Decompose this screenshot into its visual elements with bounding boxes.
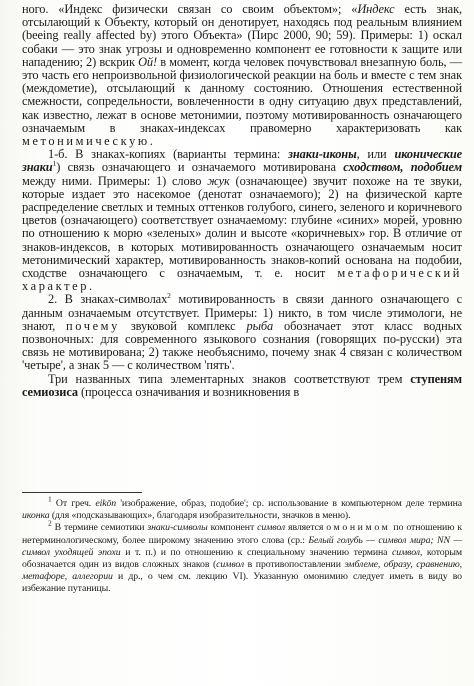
text-run: есть знак, отсылающий к Объекту, который он денотирует, находясь под реальным влиянием (beeing really affected by) этого Объекта» (Пирс 2000, 90; 59). Примеры: 1) оскал собаки — это знак угрозы и одновременно компонент ее готовности к защите или нападению; 2) вскрик: [22, 2, 462, 69]
text-run: обозначает этот класс водных позвоночных: для современного языкового сознания (говорящих по-русски) эта связь не мотивирована; 2) также необъяснимо, почему знак 4 связан с количеством 'четыре', а знак 5 — с количеством 'пять'.: [22, 318, 462, 373]
text-run: жук: [207, 173, 230, 188]
text-run: (процесса означивания и возникновения в: [78, 384, 300, 399]
footnote-marker: 1: [52, 159, 57, 169]
text-run: почему: [66, 318, 120, 333]
text-run: символ: [391, 546, 420, 558]
text-run: в противопоставлении: [244, 559, 345, 571]
text-run: между ними. Примеры: 1) слово: [22, 173, 208, 188]
footnote: [22, 494, 462, 522]
text-run: (для «подсказывающих», благодаря изобразительности, значков в меню).: [49, 510, 351, 522]
paragraph: [22, 293, 462, 372]
paragraph: [22, 148, 462, 293]
text-run: иконка: [22, 510, 50, 522]
text-run: и др., о чем см. лекцию VI). Указанную омонимию следует иметь в виду во избежание путаницы.: [22, 571, 462, 595]
text-run: иконические знаки: [22, 147, 463, 175]
text-run: по отношению к нетерминологическому, более широкому значению этого слова (ср.:: [22, 522, 462, 546]
text-run: , которым обозначается один из видов сложных знаков (: [22, 546, 462, 571]
text-run: символ: [216, 559, 245, 571]
text-run: метафорический характер: [22, 266, 462, 294]
paragraph: [22, 373, 462, 399]
text-run: звуковой комплекс: [119, 318, 247, 333]
text-run: компонент: [207, 522, 258, 534]
text-run: От греч.: [51, 498, 96, 509]
footnote-separator: [22, 492, 142, 493]
text-run: в момент, когда человек почувствовал внезапную боль, — это часть его непроизвольной физиологической реакции на боль и вместе с тем знак (междометие), отсылающий к данному состоянию. Отношения естественной смежности, сопредельности, вовлеченности в одну ситуацию двух представлений, как известно, лежат в основе метонимии, поэтому мотивированность означающего означаемым в знаках-индексах правомерно характеризовать как: [22, 54, 462, 135]
text-run: символ: [257, 522, 286, 534]
text-run: сходством, подобием: [343, 160, 462, 175]
text-run: В термине семиотики: [51, 522, 148, 534]
text-run: 2. В знаках-символах: [48, 292, 168, 307]
text-run: метонимическую: [22, 134, 150, 149]
text-run: 1-б. В знаках-копиях (варианты термина:: [48, 147, 289, 162]
paragraph: [22, 3, 462, 148]
text-run: мотивированность в связи данного означающего с данным означаемым отсутствует. Примеры: 1) никто, в том числе этимологи, не знают,: [22, 292, 462, 333]
text-run: .: [89, 279, 92, 294]
text-run: eikōn: [95, 498, 117, 509]
text-run: рыба: [246, 318, 274, 333]
footnote: [22, 519, 462, 595]
text-run: Индекс: [357, 2, 395, 16]
text-run: и т. п.) и по отношению к специальному значению термина: [120, 546, 392, 558]
text-run: эмблеме, образу, сравнению, метафоре, аллегории: [22, 559, 462, 583]
text-run: (означающее) звучит похоже на те звуки, которые издает это насекомое (денотат означаемого); 2) на физической карте распределение светлых и темных оттенков голубого, синего, зеленого и коричневого цветов (означающего) соответствует означаемому: глубине «синих» морей, уровню по отношению к морю «зеленых» долин и высоте «коричневых» гор. В отличие от знаков-индексов, в которых мотивированность означающего означаемым носит метонимический характер, мотивированность знаков-копий основана на подобии, сходстве означающего с означаемым, т. е. носит: [22, 173, 462, 281]
text-run: 'изображение, образ, подобие'; ср. использование в компьютерном деле термина: [116, 498, 462, 509]
text-run: ного. «Индекс физически связан со своим объектом»; «: [22, 2, 358, 16]
text-run: , или: [356, 147, 395, 162]
text-run: знаки-символы: [147, 522, 208, 534]
text-run: является: [285, 522, 327, 534]
text-run: омонимом: [326, 522, 391, 534]
footnote-marker: 2: [167, 291, 171, 301]
text-run: ) связь означающего и означаемого мотивирована: [56, 160, 344, 175]
footnotes: [22, 494, 462, 596]
text-run: Oй!: [138, 54, 158, 69]
text-run: ступеням семиозиса: [22, 371, 462, 399]
text-run: Белый голубь — символ мира; NN — символ уходящей эпохи: [22, 534, 462, 558]
main-text: [22, 3, 462, 399]
footnote-marker: 2: [48, 519, 52, 529]
text-run: Три названных типа элементарных знаков соответствуют трем: [48, 371, 411, 386]
text-run: знаки-иконы: [288, 147, 357, 162]
text-run: .: [149, 134, 153, 149]
footnote-marker: 1: [48, 494, 52, 504]
